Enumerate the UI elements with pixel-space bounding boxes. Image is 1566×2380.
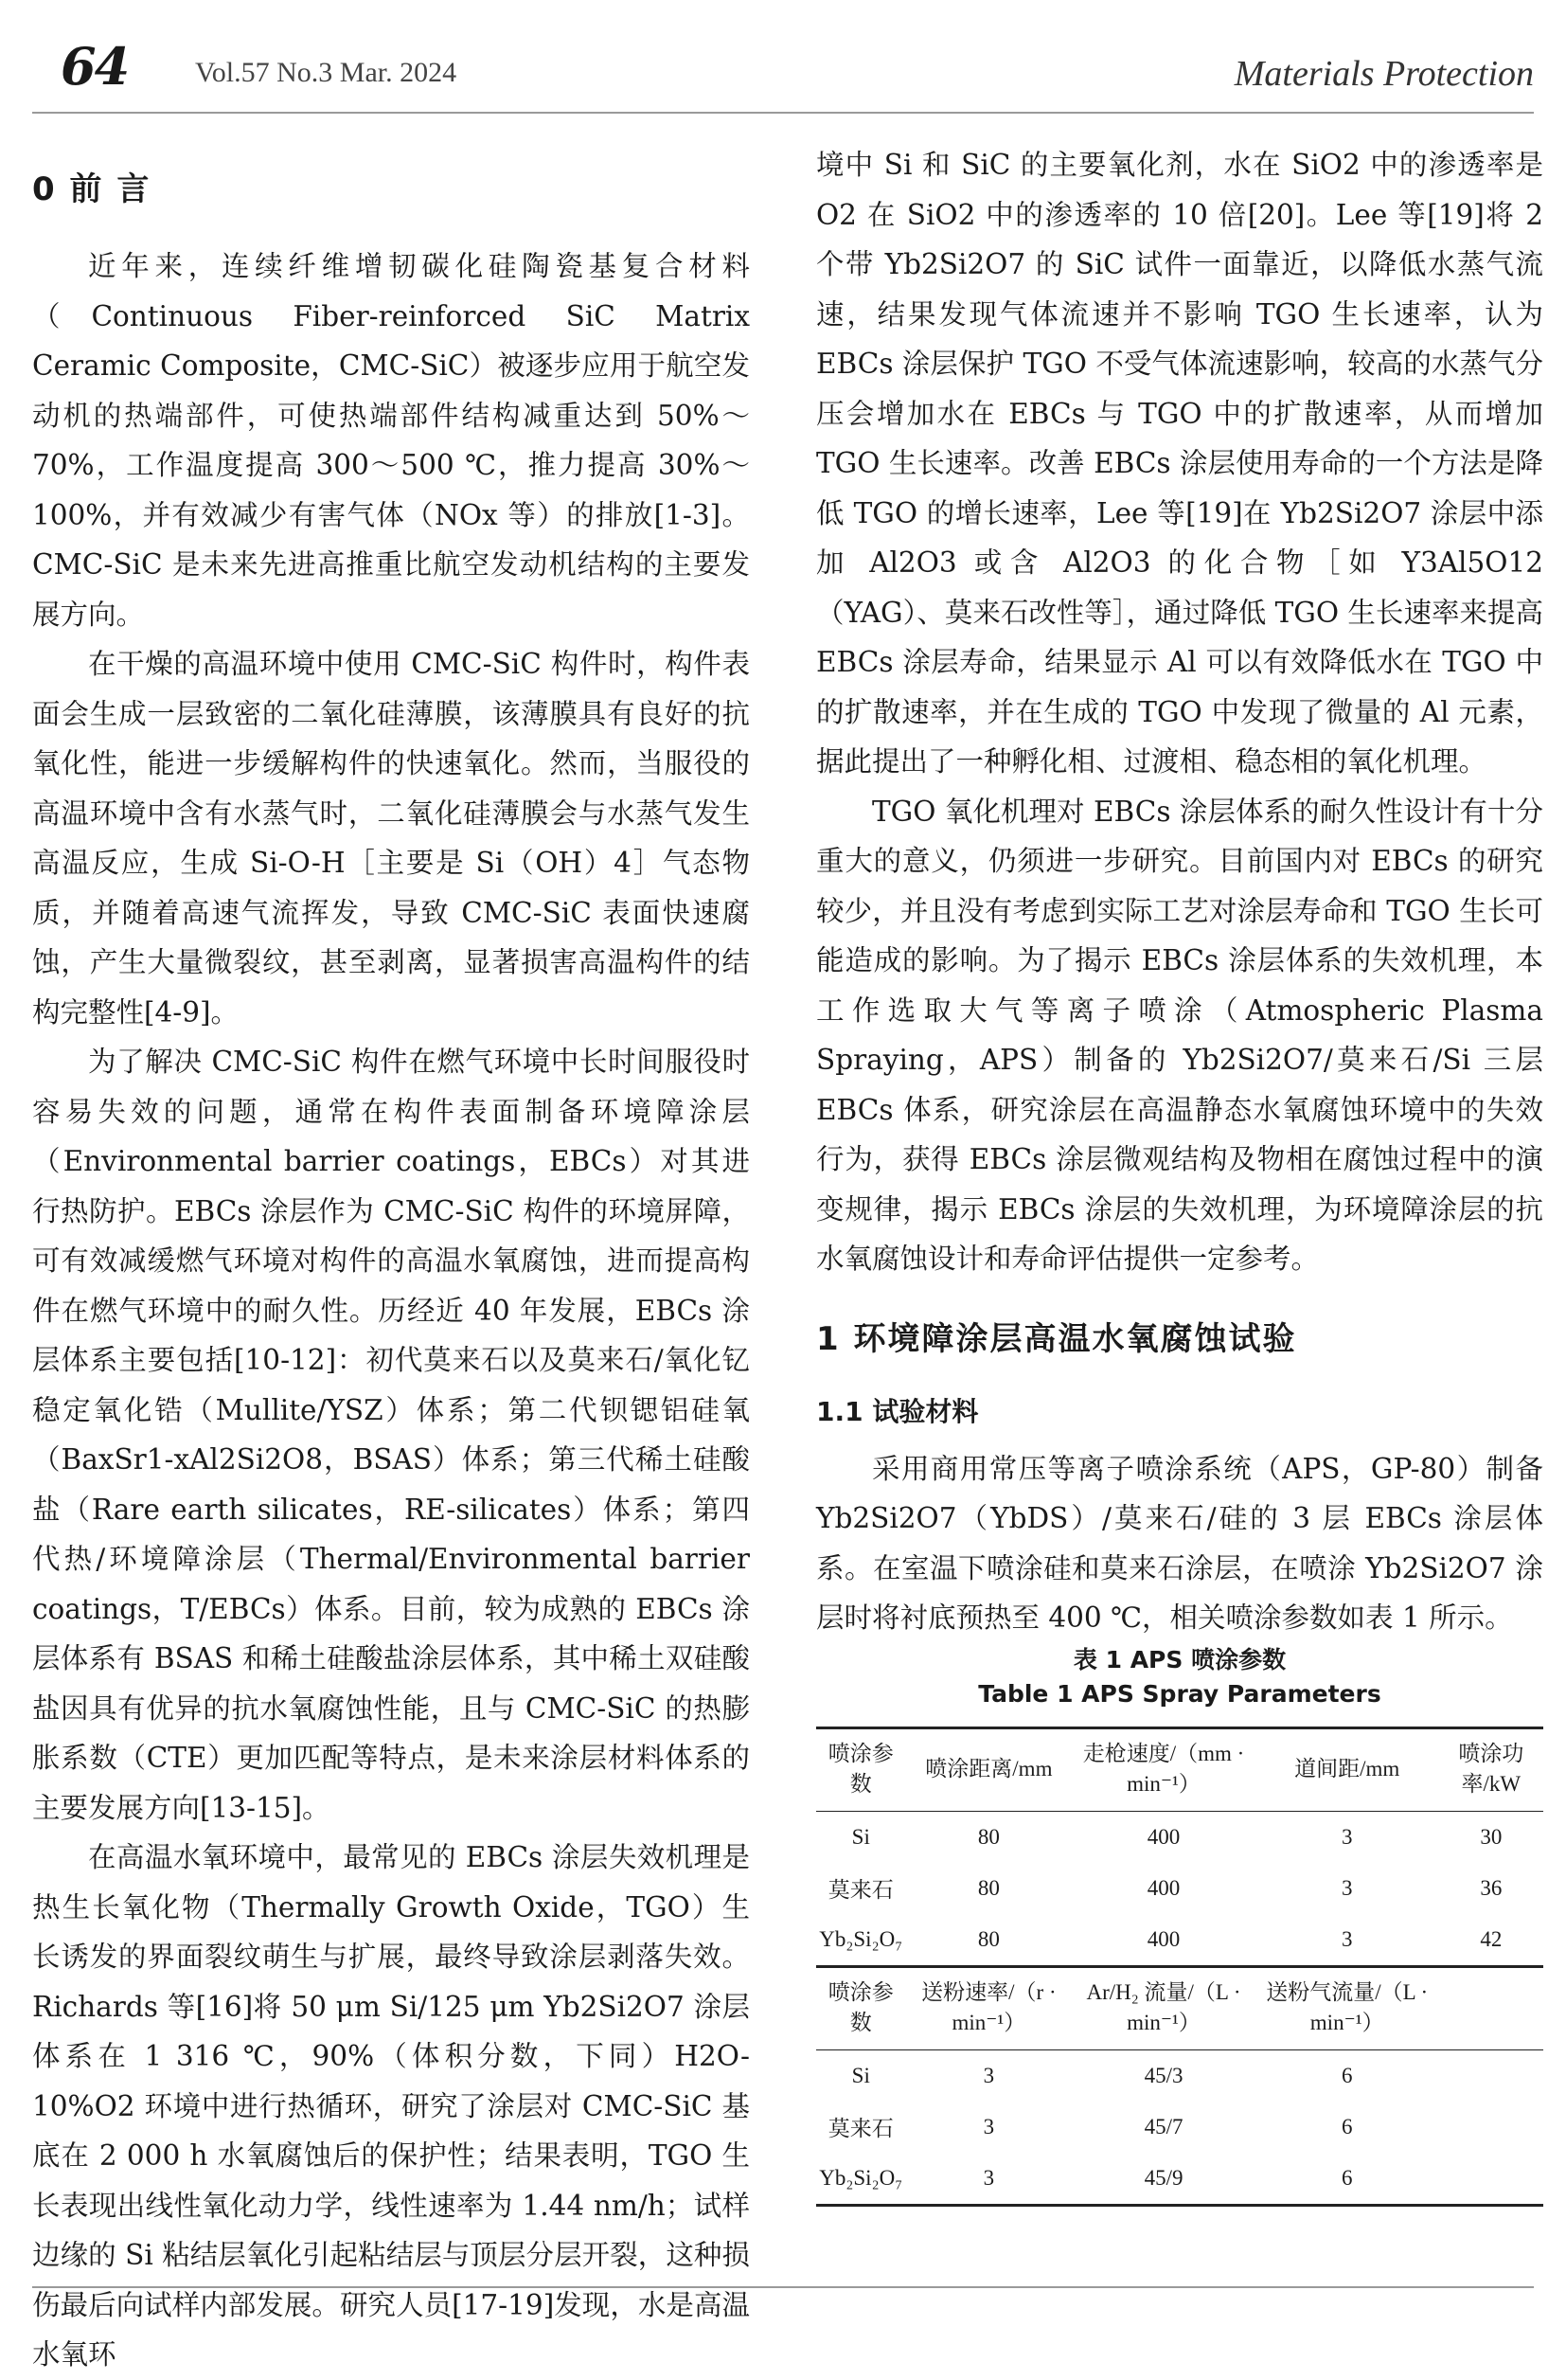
table-cell: 400 bbox=[1147, 1824, 1181, 1849]
table-cell-empty bbox=[1439, 2102, 1543, 2153]
table-row bbox=[816, 1863, 1543, 1914]
table-header-cell: 喷涂参数 bbox=[816, 1966, 906, 2049]
table-cell: 3 bbox=[1341, 1926, 1353, 1951]
table-cell: Si bbox=[851, 2063, 870, 2087]
table-cell: Yb₂Si₂O₇ bbox=[816, 2153, 906, 2206]
table-cell: 3 bbox=[983, 2114, 995, 2138]
table-header-cell: 道间距/mm bbox=[1255, 1727, 1439, 1811]
paragraph: 在干燥的高温环境中使用 CMC-SiC 构件时，构件表面会生成一层致密的二氧化硅薄膜，该薄膜具有良好的抗氧化性，能进一步缓解构件的快速氧化。然而，当服役的高温环境中含有水蒸气时，二氧化硅薄膜会与水蒸气发生高温反应，生成 Si-O-H［主要是 Si（OH）4］气态物质，并随着高速气流挥发，导致 CMC-SiC 表面快速腐蚀，产生大量微裂纹，甚至剥离，显著损害高温构件的结构完整性[4-9]。 bbox=[32, 648, 750, 1029]
table-cell: Si bbox=[851, 1824, 870, 1849]
table-row bbox=[816, 1811, 1543, 1863]
table-cell: 3 bbox=[1341, 1824, 1353, 1849]
table-cell-empty bbox=[1439, 2049, 1543, 2102]
table-cell: 30 bbox=[1480, 1824, 1503, 1849]
table-header-cell: 喷涂功率/kW bbox=[1439, 1727, 1543, 1811]
page-header bbox=[32, 36, 1534, 102]
journal-title: Materials Protection bbox=[1234, 54, 1534, 94]
table-row bbox=[816, 1914, 1543, 1967]
header-divider bbox=[32, 112, 1534, 114]
right-column bbox=[816, 140, 1543, 2207]
table-cell: 3 bbox=[983, 2063, 995, 2087]
table-header-cell: 走枪速度/（mm · min⁻¹） bbox=[1072, 1727, 1255, 1811]
table-cell: 80 bbox=[977, 1824, 1000, 1849]
table-cell: Yb₂Si₂O₇ bbox=[819, 1926, 903, 1951]
spray-parameters-table bbox=[816, 1727, 1543, 2207]
table-header-cell: 送粉气流量/（L · min⁻¹） bbox=[1255, 1966, 1439, 2049]
paragraph: 为了解决 CMC-SiC 构件在燃气环境中长时间服役时容易失效的问题，通常在构件表面制备环境障涂层（Environmental barrier coatings，EBCs）对其进行热防护。EBCs 涂层作为 CMC-SiC 构件的环境屏障，可有效减缓燃气环境对构件的高温水氧腐蚀，进而提高构件在燃气环境中的耐久性。历经近 40 年发展，EBCs 涂层体系主要包括[10-12]：初代莫来石以及莫来石/氧化钇稳定氧化锆（Mullite/YSZ）体系；第二代钡锶铝硅氧（BaxSr1-xAl2Si2O8，BSAS）体系；第三代稀土硅酸盐（Rare earth silicates，RE-silicates）体系；第四代热/环境障涂层（Thermal/Environmental barrier coatings，T/EBCs）体系。目前，较为成熟的 EBCs 涂层体系有 BSAS 和稀土硅酸盐涂层体系，其中稀土双硅酸盐因具有优异的抗水氧腐蚀性能，且与 CMC-SiC 的热膨胀系数（CTE）更加匹配等特点，是未来涂层材料体系的主要发展方向[13-15]。 bbox=[32, 1046, 750, 1824]
table-cell: 莫来石 bbox=[827, 1878, 894, 1902]
table-caption-en: Table 1 APS Spray Parameters bbox=[978, 1679, 1381, 1708]
table-cell: 45/7 bbox=[1144, 2114, 1183, 2138]
table-row bbox=[816, 2153, 1543, 2206]
paragraph-continued: 境中 Si 和 SiC 的主要氧化剂，水在 SiO2 中的渗透率是 O2 在 SiO2 中的渗透率的 10 倍[20]。Lee 等[19]将 2 个带 Yb2Si2O7 的 SiC 试件一面靠近，以降低水蒸气流速，结果发现气体流速并不影响 TGO 生长速率，认为 EBCs 涂层保护 TGO 不受气体流速影响，较高的水蒸气分压会增加水在 EBCs 与 TGO 中的扩散速率，从而增加 TGO 生长速率。改善 EBCs 涂层使用寿命的一个方法是降低 TGO 的增长速率，Lee 等[19]在 Yb2Si2O7 涂层中添加 Al2O3 或含 Al2O3 的化合物［如 Y3Al5O12（YAG）、莫来石改性等］，通过降低 TGO 生长速率来提高 EBCs 涂层寿命，结果显示 Al 可以有效降低水在 TGO 中的扩散速率，并在生成的 TGO 中发现了微量的 Al 元素，据此提出了一种孵化相、过渡相、稳态相的氧化机理。 bbox=[816, 149, 1543, 778]
table-header-row bbox=[816, 1727, 1543, 1811]
section-heading-introduction: 0 前 言 bbox=[32, 170, 151, 208]
table-cell: 36 bbox=[1480, 1875, 1503, 1900]
paragraph: 采用商用常压等离子喷涂系统（APS，GP-80）制备 Yb2Si2O7（YbDS）/莫来石/硅的 3 层 EBCs 涂层体系。在室温下喷涂硅和莫来石涂层，在喷涂 Yb2Si2O7 涂层时将衬底预热至 400 ℃，相关喷涂参数如表 1 所示。 bbox=[816, 1452, 1543, 1634]
subsection-heading-materials: 1.1 试验材料 bbox=[816, 1395, 979, 1427]
table-cell: 80 bbox=[977, 1926, 1000, 1951]
table-caption-cn: 表 1 APS 喷涂参数 bbox=[1073, 1645, 1287, 1673]
section-heading-experiment: 1 环境障涂层高温水氧腐蚀试验 bbox=[816, 1319, 1297, 1358]
table-cell-empty bbox=[1439, 2153, 1543, 2206]
table-cell: 3 bbox=[906, 2153, 1073, 2206]
table-cell: 400 bbox=[1147, 1926, 1181, 1951]
table-header-cell: 送粉速率/（r · min⁻¹） bbox=[906, 1966, 1073, 2049]
table-header-cell: 喷涂距离/mm bbox=[906, 1727, 1073, 1811]
table-cell: 3 bbox=[1341, 1875, 1353, 1900]
table-cell: 45/3 bbox=[1144, 2063, 1183, 2087]
table-cell: 6 bbox=[1341, 2063, 1353, 2087]
page-number: 64 bbox=[61, 36, 129, 97]
table-cell: 6 bbox=[1341, 2114, 1353, 2138]
paragraph: 近年来，连续纤维增韧碳化硅陶瓷基复合材料（Continuous Fiber-reinforced SiC Matrix Ceramic Composite，CMC-SiC）被逐步应用于航空发动机的热端部件，可使热端部件结构减重达到 50%～70%，工作温度提高 300～500 ℃，推力提高 30%～100%，并有效减少有害气体（NOx 等）的排放[1-3]。CMC-SiC 是未来先进高推重比航空发动机结构的主要发展方向。 bbox=[32, 250, 750, 631]
paragraph: 在高温水氧环境中，最常见的 EBCs 涂层失效机理是热生长氧化物（Thermally Growth Oxide，TGO）生长诱发的界面裂纹萌生与扩展，最终导致涂层剥落失效。Richards 等[16]将 50 μm Si/125 μm Yb2Si2O7 涂层体系在 1 316 ℃，90%（体积分数，下同）H2O-10%O2 环境中进行热循环，研究了涂层对 CMC-SiC 基底在 2 000 h 水氧腐蚀后的保护性；结果表明，TGO 生长表现出线性氧化动力学，线性速率为 1.44 nm/h；试样边缘的 Si 粘结层氧化引起粘结层与顶层分层开裂，这种损伤最后向试样内部发展。研究人员[17-19]发现，水是高温水氧环 bbox=[32, 1841, 750, 2371]
table-header-row bbox=[816, 1966, 1543, 2049]
table-header-cell: Ar/H₂ 流量/（L · min⁻¹） bbox=[1072, 1966, 1255, 2049]
table-cell: 6 bbox=[1255, 2153, 1439, 2206]
table-cell: 80 bbox=[977, 1875, 1000, 1900]
issue-info: Vol.57 No.3 Mar. 2024 bbox=[195, 57, 457, 88]
paragraph: TGO 氧化机理对 EBCs 涂层体系的耐久性设计有十分重大的意义，仍须进一步研究。目前国内对 EBCs 的研究较少，并且没有考虑到实际工艺对涂层寿命和 TGO 生长可能造成的影响。为了揭示 EBCs 涂层体系的失效机理，本工作选取大气等离子喷涂（Atmospheric Plasma Spraying，APS）制备的 Yb2Si2O7/莫来石/Si 三层 EBCs 体系，研究涂层在高温静态水氧腐蚀环境中的失效行为，获得 EBCs 涂层微观结构及物相在腐蚀过程中的演变规律，揭示 EBCs 涂层的失效机理，为环境障涂层的抗水氧腐蚀设计和寿命评估提供一定参考。 bbox=[816, 795, 1543, 1275]
table-header-cell-empty bbox=[1439, 1966, 1543, 2049]
table-row bbox=[816, 2102, 1543, 2153]
table-cell: 莫来石 bbox=[827, 2117, 894, 2140]
left-column bbox=[32, 140, 750, 2380]
table-row bbox=[816, 2049, 1543, 2102]
table-cell: 400 bbox=[1147, 1875, 1181, 1900]
footer-divider bbox=[32, 2286, 1534, 2288]
table-cell: 42 bbox=[1480, 1926, 1503, 1951]
table-header-cell: 喷涂参数 bbox=[816, 1727, 906, 1811]
table-cell: 45/9 bbox=[1072, 2153, 1255, 2206]
